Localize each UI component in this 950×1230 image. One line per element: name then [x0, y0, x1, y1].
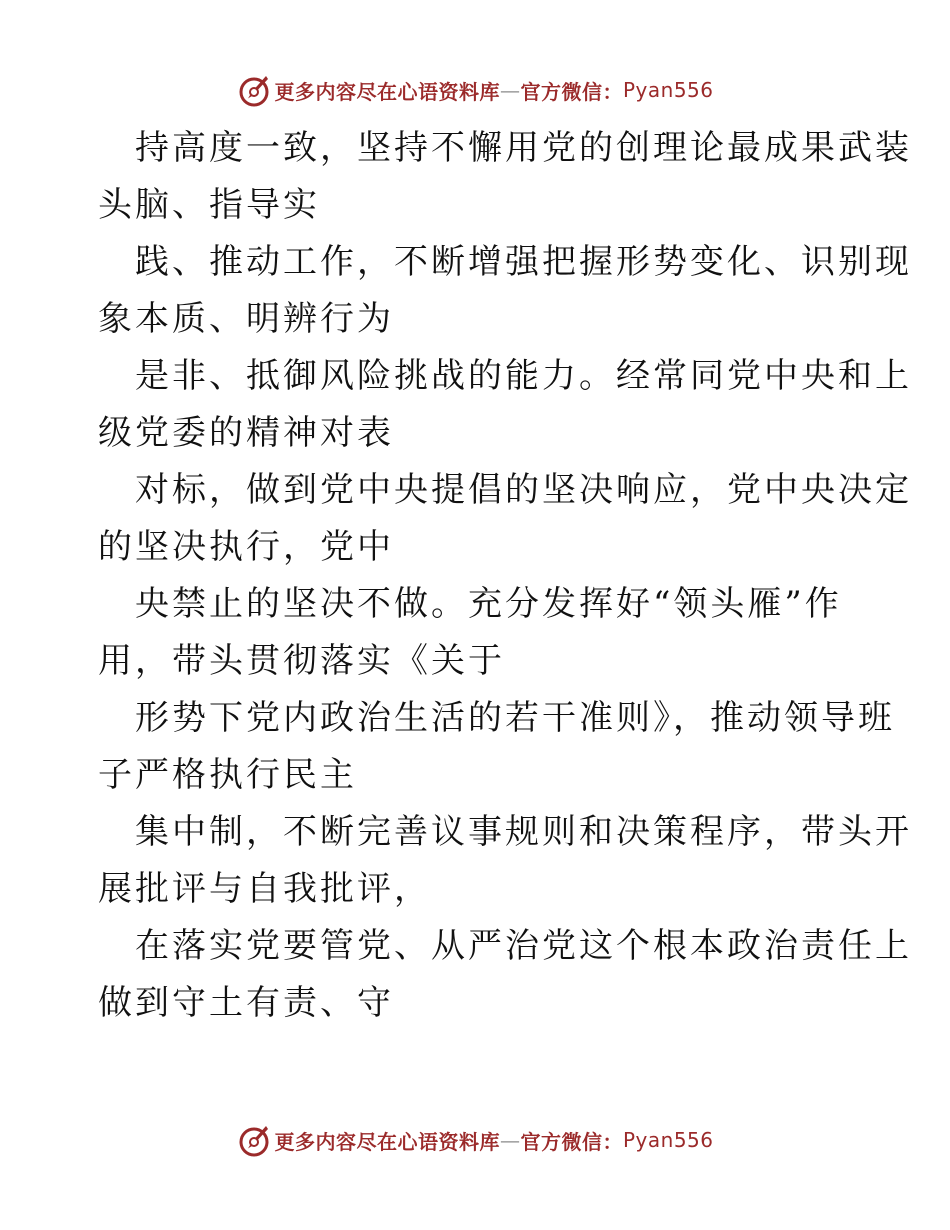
document-body [98, 120, 912, 1032]
header-site-text: 更多内容尽在心语资料库 [274, 79, 500, 104]
body-line: 持高度一致，坚持不懈用党的创理论最成果武装 [135, 128, 912, 168]
body-line: 对标，做到党中央提倡的坚决响应，党中央决定 [135, 470, 912, 510]
body-line: 子严格执行民主 [98, 755, 357, 795]
body-line: 象本质、明辨行为 [98, 299, 394, 339]
quill-pen-logo-icon [236, 72, 272, 108]
header-banner [0, 70, 950, 110]
quill-pen-logo-icon [236, 1122, 272, 1158]
body-line: 级党委的精神对表 [98, 413, 394, 453]
footer-banner [0, 1120, 950, 1160]
body-line: 头脑、指导实 [98, 185, 320, 225]
header-dash: — [499, 78, 521, 102]
header-contact-label: 官方微信： [520, 79, 623, 104]
footer-dash: — [499, 1128, 521, 1152]
body-line: 集中制，不断完善议事规则和决策程序，带头开 [135, 812, 912, 852]
body-line: 展批评与自我批评， [98, 869, 431, 909]
body-line: 是非、抵御风险挑战的能力。经常同党中央和上 [135, 356, 912, 396]
body-line: 做到守土有责、守 [98, 983, 394, 1023]
body-line: 形势下党内政治生活的若干准则》，推动领导班 [135, 698, 895, 738]
footer-site-text: 更多内容尽在心语资料库 [274, 1129, 500, 1154]
footer-contact-id: Pyan556 [622, 1128, 714, 1152]
body-line: 践、推动工作，不断增强把握形势变化、识别现 [135, 242, 912, 282]
footer-contact-label: 官方微信： [520, 1129, 623, 1154]
header-banner-content [236, 72, 713, 108]
body-line: 在落实党要管党、从严治党这个根本政治责任上 [135, 926, 912, 966]
body-line: 央禁止的坚决不做。充分发挥好“领头雁”作 [135, 584, 842, 624]
body-line: 用，带头贯彻落实《关于 [98, 641, 505, 681]
footer-banner-content [236, 1122, 713, 1158]
header-contact-id: Pyan556 [622, 78, 714, 102]
body-line: 的坚决执行，党中 [98, 527, 394, 567]
